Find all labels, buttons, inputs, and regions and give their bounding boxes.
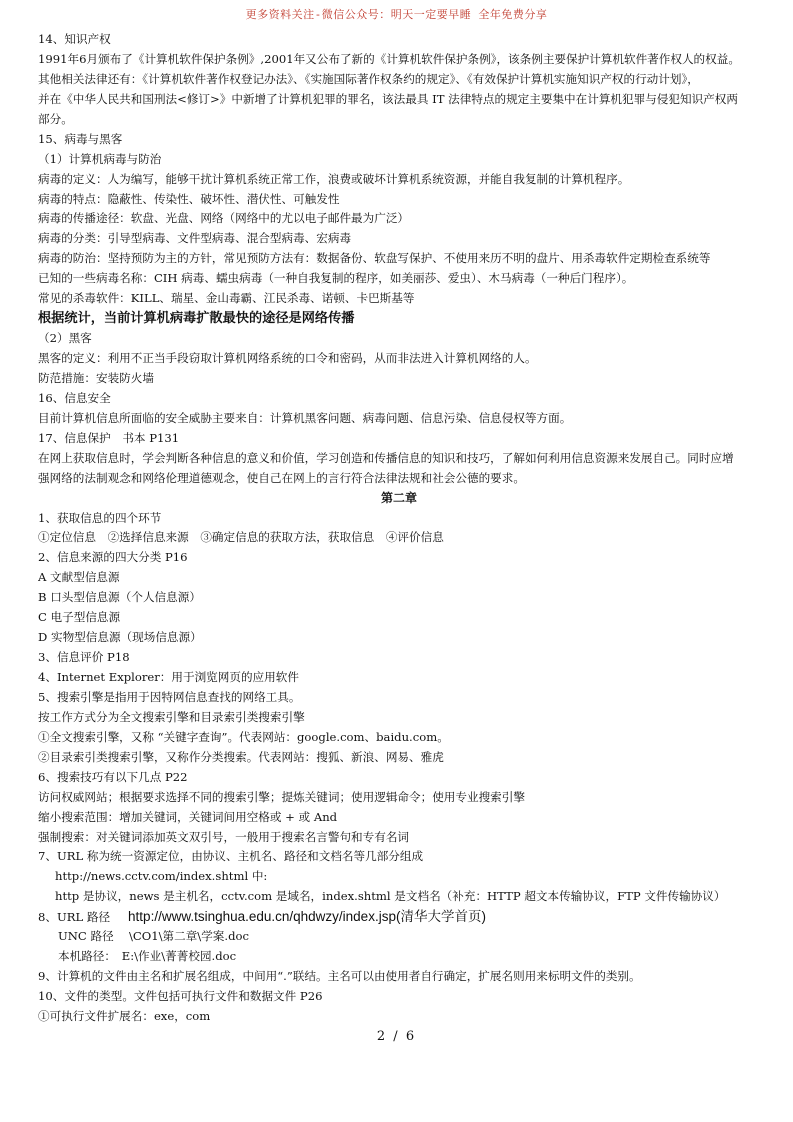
paragraph-line: 病毒的传播途径：软盘、光盘、网络（网络中的尤以电子邮件最为广泛） bbox=[38, 211, 410, 226]
paragraph-line: 病毒的特点：隐蔽性、传染性、破坏性、潜伏性、可触发性 bbox=[38, 191, 340, 206]
url-path-value: http://www.tsinghua.edu.cn/qhdwzy/index.jsp(清华大学首页) bbox=[128, 909, 486, 925]
subsection-heading: （2）黑客 bbox=[38, 331, 92, 346]
paragraph-line: 强制搜索：对关键词添加英文双引号，一般用于搜索名言警句和专有名词 bbox=[38, 829, 410, 844]
chapter-title: 第二章 bbox=[380, 490, 417, 505]
section-heading: 3、信息评价 P18 bbox=[38, 650, 130, 665]
list-item: C 电子型信息源 bbox=[38, 610, 121, 625]
section-heading: 16、信息安全 bbox=[38, 390, 111, 405]
paragraph-line: 黑客的定义：利用不正当手段窃取计算机网络系统的口令和密码，从而非法进入计算机网络的人。 bbox=[38, 351, 537, 365]
list-item: D 实物型信息源（现场信息源） bbox=[38, 630, 202, 645]
paragraph-line: 目前计算机信息所面临的安全威胁主要来自：计算机黑客问题、病毒问题、信息污染、信息侵权等方面。 bbox=[38, 410, 572, 425]
paragraph-line: 常见的杀毒软件：KILL、瑞星、金山毒霸、江民杀毒、诺顿、卡巴斯基等 bbox=[38, 291, 415, 306]
paragraph-line: 按工作方式分为全文搜索引擎和目录索引类搜索引擎 bbox=[38, 709, 305, 724]
url-example-line: http://news.cctv.com/index.shtml 中: bbox=[55, 869, 268, 884]
paragraph-line: 病毒的分类：引导型病毒、文件型病毒、混合型病毒、宏病毒 bbox=[38, 231, 352, 246]
section-heading: 7、URL 称为统一资源定位，由协议、主机名、路径和文档名等几部分组成 bbox=[38, 849, 424, 864]
list-item: ②目录索引类搜索引擎，又称作分类搜索。代表网站：搜狐、新浪、网易、雅虎 bbox=[38, 749, 444, 764]
paragraph-line: 并在《中华人民共和国刑法<修订>》中新增了计算机犯罪的罪名，该法最具 IT 法律特点的规定主要集中在计算机犯罪与侵犯知识产权两 bbox=[38, 91, 738, 106]
section-heading: 2、信息来源的四大分类 P16 bbox=[38, 550, 188, 565]
paragraph-line: 1991年6月颁布了《计算机软件保护条例》,2001年又公布了新的《计算机软件保护条例》，该条例主要保护计算机软件著作权人的权益。 bbox=[38, 51, 740, 66]
paragraph-line: 其他相关法律还有：《计算机软件著作权登记办法》、《实施国际著作权条约的规定》、《有效保护计算机实施知识产权的行动计划》， bbox=[38, 71, 699, 86]
paragraph-line: 防范措施：安装防火墙 bbox=[38, 370, 154, 385]
subsection-heading: （1）计算机病毒与防治 bbox=[38, 151, 162, 166]
paragraph-line: 强网络的法制观念和网络伦理道德观念，使自己在网上的言行符合法律法规和社会公德的要求。 bbox=[38, 470, 525, 485]
paragraph-line: http 是协议，news 是主机名，cctv.com 是域名，index.shtml 是文档名（补充：HTTP 超文本传输协议，FTP 文件传输协议） bbox=[55, 889, 726, 904]
paragraph-line: 部分。 bbox=[38, 111, 73, 126]
list-item: B 口头型信息源（个人信息源） bbox=[38, 590, 201, 605]
paragraph-line: 已知的一些病毒名称：CIH 病毒、蠕虫病毒（一种自我复制的程序，如美丽莎、爱虫）、木马病毒（一种后门程序）。 bbox=[38, 271, 634, 286]
section-heading: 6、搜索技巧有以下几点 P22 bbox=[38, 769, 188, 784]
document-body bbox=[38, 30, 760, 1027]
section-heading: 5、搜索引擎是指用于因特网信息查找的网络工具。 bbox=[38, 689, 301, 704]
paragraph-line: 缩小搜索范围：增加关键词，关键词间用空格或 + 或 And bbox=[38, 809, 338, 824]
local-path-line: 本机路径： E:\作业\菁菁校园.doc bbox=[58, 949, 237, 964]
url-path-line bbox=[38, 907, 760, 927]
section-heading: 1、获取信息的四个环节 bbox=[38, 510, 162, 525]
list-item: ①可执行文件扩展名：exe，com bbox=[38, 1008, 211, 1023]
page-header-banner: 更多资料关注-微信公众号：明天一定要早睡 全年免费分享 bbox=[245, 8, 548, 21]
section-heading: 4、Internet Explorer：用于浏览网页的应用软件 bbox=[38, 670, 299, 684]
section-heading: 14、知识产权 bbox=[38, 32, 111, 46]
url-path-label: 8、URL 路径 bbox=[38, 910, 111, 925]
paragraph-line: ①定位信息 ②选择信息来源 ③确定信息的获取方法，获取信息 ④评价信息 bbox=[38, 530, 444, 545]
paragraph-line: 病毒的定义：人为编写，能够干扰计算机系统正常工作，浪费或破坏计算机系统资源，并能自我复制的计算机程序。 bbox=[38, 171, 630, 186]
paragraph-line: 访问权威网站；根据要求选择不同的搜索引擎；提炼关键词；使用逻辑命令；使用专业搜索引擎 bbox=[38, 789, 525, 804]
list-item: ①全文搜索引擎，又称 “关键字查询”。代表网站：google.com、baidu.com。 bbox=[38, 729, 449, 744]
section-heading: 17、信息保护 书本 P131 bbox=[38, 430, 180, 445]
emphasized-line: 根据统计，当前计算机病毒扩散最快的途径是网络传播 bbox=[38, 311, 355, 327]
page-number: 2 / 6 bbox=[376, 1029, 417, 1044]
paragraph-line: 在网上获取信息时，学会判断各种信息的意义和价值，学习创造和传播信息的知识和技巧，了解如何利用信息资源来发展自己。同时应增 bbox=[38, 450, 734, 465]
paragraph-line: 病毒的防治：坚持预防为主的方针，常见预防方法有：数据备份、软盘写保护、不使用来历不明的盘片、用杀毒软件定期检查系统等 bbox=[38, 251, 711, 266]
section-heading: 10、文件的类型。文件包括可执行文件和数据文件 P26 bbox=[38, 989, 323, 1003]
list-item: A 文献型信息源 bbox=[38, 570, 120, 585]
unc-path-line: UNC 路径 \CO1\第二章\学案.doc bbox=[58, 929, 249, 944]
section-heading: 15、病毒与黑客 bbox=[38, 131, 123, 146]
section-heading: 9、计算机的文件由主名和扩展名组成，中间用“.”联结。主名可以由使用者自行确定，扩展名则用来标明文件的类别。 bbox=[38, 969, 641, 984]
